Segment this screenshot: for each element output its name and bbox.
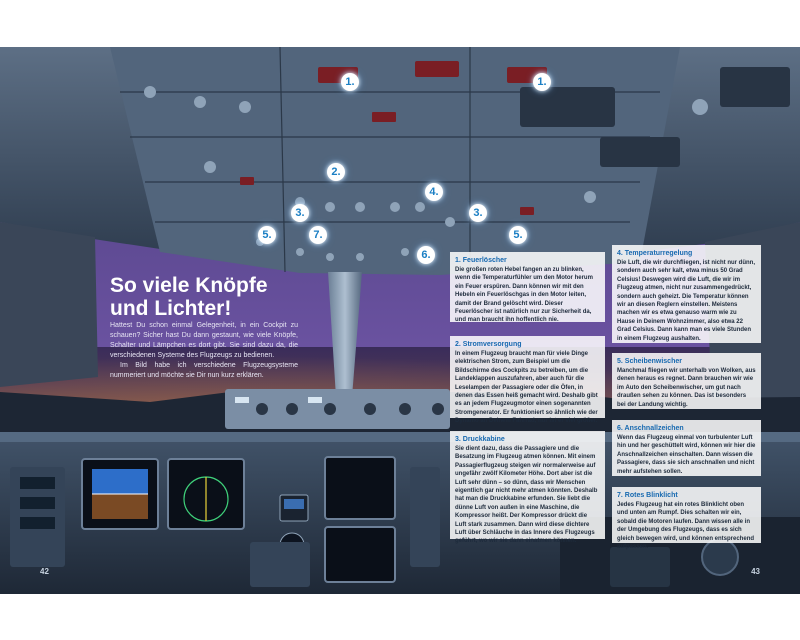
info-box-title: 7. Rotes Blinklicht <box>617 492 678 499</box>
marker-5-left: 5. <box>258 226 276 244</box>
info-box-title: 5. Scheibenwischer <box>617 358 682 365</box>
marker-1-right: 1. <box>533 73 551 91</box>
info-box-text: Wenn das Flugzeug einmal von turbulenter Luft hin und her geschüttelt wird, können wir hier die Anschnallzeichen einschalten. Dann wissen die Passagiere, dass sie sich anschnallen und nicht mehr aufstehen sollen. <box>617 435 756 475</box>
info-box-power-supply <box>450 336 605 425</box>
intro-paragraph: Im Bild habe ich verschiedene Flugzeugsysteme nummeriert und möchte sie Dir nun kurz erklären. <box>110 362 298 379</box>
info-box-title: 3. Druckkabine <box>455 436 505 443</box>
info-box-text: Sie dient dazu, dass die Passagiere und die Besatzung im Flugzeug atmen können. Mit einem Passagierflugzeug steigen wir normalerweise auf ungefähr zwölf Kilometer Höhe. Dort aber ist die Luft sehr dünn – so dünn, dass wir Menschen eigentlich gar nicht mehr atmen könnten. Deshalb hat man die Druckkabine erfunden. Sie liebt die dünne Luft von außen in eine Maschine, die Kompressor heißt. Der Kompressor drückt die Luft stark zusammen. Dann wird diese dichtere Luft über Schläuche in das Innere des Flugzeugs geführt, wo wir sie dann einatmen können. <box>455 446 598 545</box>
info-box-text: Die großen roten Hebel fangen an zu blinken, wenn die Temperaturfühler um den Motor herum ein Feuer erspüren. Dann können wir mit den Hebeln ein Feuerlöschgas in den Motor leiten, damit der Brand gelöscht wird. Dieser Feuerlöscher ist natürlich nur zur Sicherheit da, und man braucht ihn hoffentlich nie. <box>455 267 593 324</box>
page-number-left: 42 <box>40 567 49 576</box>
marker-3-right: 3. <box>469 204 487 222</box>
info-box-fire-extinguisher <box>450 252 605 322</box>
info-box-title: 1. Feuerlöscher <box>455 257 507 264</box>
book-spread <box>0 47 800 594</box>
marker-3-left: 3. <box>291 204 309 222</box>
intro-text <box>110 321 298 381</box>
page-number-right: 43 <box>751 567 760 576</box>
info-box-text: Manchmal fliegen wir unterhalb von Wolken, aus denen heraus es regnet. Dann brauchen wir wie im Auto den Scheibenwischer, um gut nach draußen sehen zu können. Das ist besonders bei der Landung wichtig. <box>617 368 756 408</box>
marker-2: 2. <box>327 163 345 181</box>
intro-paragraph: Hattest Du schon einmal Gelegenheit, in ein Cockpit zu schauen? Sicher hast Du dann gestaunt, wie viele Knöpfe, Schalter und Lämpchen es dort gibt. Sie sind dazu da, die verschiedenen Systeme des Flugzeugs zu bedienen. <box>110 322 298 359</box>
info-box-title: 4. Temperaturregelung <box>617 250 693 257</box>
marker-4: 4. <box>425 183 443 201</box>
page-headline: So viele Knöpfe und Lichter! <box>110 274 268 320</box>
info-box-red-beacon <box>612 487 761 551</box>
marker-7: 7. <box>309 226 327 244</box>
marker-1-left: 1. <box>341 73 359 91</box>
info-box-title: 6. Anschnallzeichen <box>617 425 684 432</box>
marker-6: 6. <box>417 246 435 264</box>
info-box-wipers <box>612 353 761 409</box>
info-box-text: Jedes Flugzeug hat ein rotes Blinklicht oben und unten am Rumpf. Dies schalten wir ein, sobald die Motoren laufen. Dann wissen alle in der Umgebung des Flugzeugs, dass es sich gleich bewegen wird, und können entsprechend aufpassen. <box>617 502 755 551</box>
info-box-seatbelt-sign <box>612 420 761 476</box>
info-box-temperature <box>612 245 761 343</box>
info-box-title: 2. Stromversorgung <box>455 341 522 348</box>
info-box-pressurized-cabin <box>450 431 605 545</box>
info-box-text: Die Luft, die wir durchfliegen, ist nicht nur dünn, sondern auch sehr kalt, etwa minus 50 Grad Celsius! Deswegen wird die Luft, die wir im Flugzeug atmen, nicht nur zusammengedrückt, sondern auch geheizt. Die Temperatur können wir an diesen Reglern einstellen. Meistens machen wir es etwa genauso warm wie zu Hause in Deinem Wohnzimmer, also etwa 22 Grad Celsius. Dann kann man es viele Stunden in einem Flugzeug aushalten. <box>617 260 755 342</box>
marker-5-right: 5. <box>509 226 527 244</box>
info-box-text: In einem Flugzeug braucht man für viele Dinge elektrischen Strom, zum Beispiel um die Bildschirme des Cockpits zu betreiben, um die Landeklappen auszufahren, aber auch für die Leselampen der Passagiere oder die Öfen, in denen das Essen heiß gemacht wird. Deshalb gibt es an jedem Flugzeugmotor einen sogenannten Stromgenerator. Er funktioniert so ähnlich wie der Dynamo an Deinem Fahrrad, nur ist er viel größer. <box>455 351 598 425</box>
